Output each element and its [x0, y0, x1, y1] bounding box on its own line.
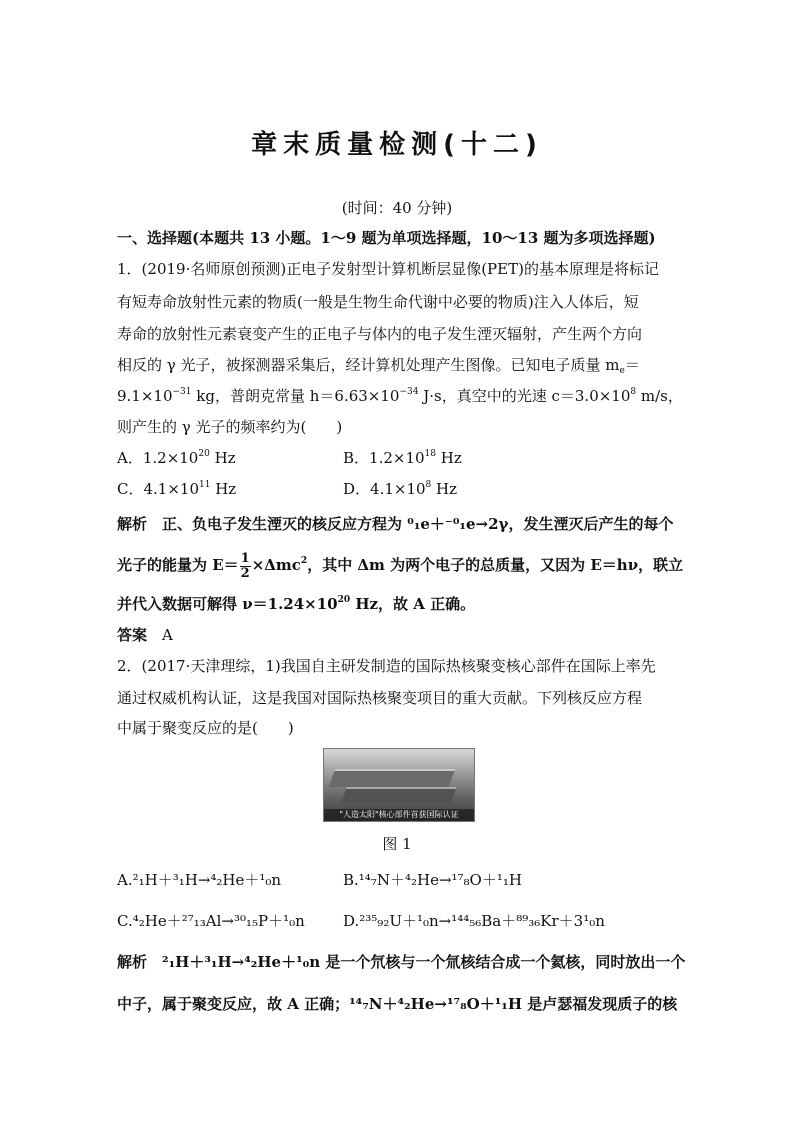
- q2-analysis-label: 解析: [117, 953, 148, 971]
- q1-option-b-unit: Hz: [436, 449, 462, 467]
- q1-planck-exp: −34: [399, 387, 419, 397]
- q2-analysis-line-2: [117, 994, 682, 1014]
- q1-line-3: 寿命的放射性元素衰变产生的正电子与体内的电子发生湮灭辐射，产生两个方向: [117, 325, 643, 343]
- q2-line-1: 2．(2017·天津理综，1)我国自主研发制造的国际热核聚变核心部件在国际上率先: [117, 657, 656, 675]
- q1-option-c-unit: Hz: [210, 480, 237, 498]
- fraction-numerator: 1: [240, 550, 250, 566]
- q1-result-conclusion: Hz，故 A 正确。: [350, 595, 476, 613]
- page-title: 章末质量检测(十二): [251, 130, 543, 160]
- q1-answer-label: 答案: [117, 626, 148, 644]
- q2-analysis-text-1: 是一个氘核与一个氚核结合成一个氦核，同时放出一个: [320, 953, 686, 971]
- q1-analysis-line-3: [117, 594, 682, 614]
- q1-option-a-exp: 20: [198, 449, 210, 459]
- q1-option-c-exp: 11: [199, 480, 211, 490]
- fraction-denominator: 2: [240, 565, 250, 581]
- q2-line-2: 通过权威机构认证，这是我国对国际热核聚变项目的重大贡献。下列核反应方程: [117, 689, 643, 707]
- q2-analysis-text-2: 中子，属于聚变反应，故 A 正确；: [117, 995, 350, 1013]
- time-note: (时间：40 分钟): [341, 199, 453, 217]
- q1-annihilation-equation: ⁰₁e＋⁻⁰₁e→2γ，发生湮灭后产生的每个: [407, 515, 674, 533]
- q1-option-d-exp: 8: [425, 480, 432, 490]
- q1-option-d-unit: Hz: [431, 480, 458, 498]
- photo-slab-lower: [341, 787, 456, 803]
- q2-analysis-line-1: [117, 952, 686, 972]
- q1-mass-value: 9.1×10: [117, 387, 173, 405]
- q1-line-4-text: 相反的 γ 光子，被探测器采集后，经计算机处理产生图像。已知电子质量 m: [117, 356, 620, 374]
- q1-line-2: 有短寿命放射性元素的物质(一般是生物生命代谢中必要的物质)注入人体后，短: [117, 293, 639, 311]
- q2-rutherford-equation: ¹⁴₇N＋⁴₂He→¹⁷₈O＋¹₁H: [349, 995, 523, 1013]
- figure-label: 图 1: [382, 835, 412, 853]
- photo-caption: "人造太阳"核心部件首获国际认证: [324, 809, 474, 821]
- q1-line-1: 1．(2019·名师原创预测)正电子发射型计算机断层显像(PET)的基本原理是将标记: [117, 260, 659, 278]
- q1-answer: [117, 625, 682, 645]
- q1-line-5: [117, 386, 682, 406]
- q1-electron-sub: e: [619, 366, 625, 376]
- q1-line-4-eq: ＝: [624, 356, 640, 374]
- q1-option-a-mantissa: A．1.2×10: [117, 449, 199, 467]
- q1-analysis-label: 解析: [117, 515, 148, 533]
- q1-analysis-text-1: 正、负电子发生湮灭的核反应方程为: [147, 515, 408, 533]
- q2-option-d: D.²³⁵₉₂U＋¹₀n→¹⁴⁴₅₆Ba＋⁸⁹₃₆Kr＋3¹₀n: [343, 912, 605, 930]
- photo-slab-upper: [329, 769, 456, 787]
- q1-analysis-line-1: [117, 514, 682, 534]
- q1-option-b-exp: 18: [424, 449, 436, 459]
- q2-line-3: 中属于聚变反应的是( ): [117, 719, 294, 737]
- q1-line-6: 则产生的 γ 光子的频率约为( ): [117, 418, 343, 436]
- q2-option-a: A.²₁H＋³₁H→⁴₂He＋¹₀n: [117, 871, 282, 889]
- q1-mass-exp: −31: [172, 387, 192, 397]
- q1-option-c-mantissa: C．4.1×10: [117, 480, 199, 498]
- q1-planck-text: kg，普朗克常量 h＝6.63×10: [191, 387, 400, 405]
- q1-energy-formula: ×Δmc: [251, 556, 301, 574]
- q1-analysis-line-2: [117, 550, 682, 581]
- q1-line-4: [117, 355, 682, 375]
- q1-option-a-unit: Hz: [209, 449, 236, 467]
- q1-option-c: [117, 479, 236, 499]
- q1-c-squared: 2: [300, 556, 308, 566]
- q1-light-unit: m/s，: [636, 387, 683, 405]
- q1-result-text: 并代入数据可解得 ν＝1.24×10: [117, 595, 338, 613]
- q1-energy-text: 光子的能量为 E＝: [117, 556, 239, 574]
- q1-light-text: J·s，真空中的光速 c＝3.0×10: [418, 387, 631, 405]
- q1-option-d-mantissa: D．4.1×10: [343, 480, 426, 498]
- q1-light-exp: 8: [630, 387, 637, 397]
- q2-fusion-equation: ²₁H＋³₁H→⁴₂He＋¹₀n: [147, 953, 321, 971]
- q2-option-b: B.¹⁴₇N＋⁴₂He→¹⁷₈O＋¹₁H: [343, 871, 522, 889]
- q2-analysis-text-3: 是卢瑟福发现质子的核: [522, 995, 678, 1013]
- q1-half-fraction: [240, 552, 251, 581]
- q1-option-b: [343, 448, 462, 468]
- q1-option-b-mantissa: B．1.2×10: [343, 449, 425, 467]
- q1-option-d: [343, 479, 457, 499]
- q2-option-c: C.⁴₂He＋²⁷₁₃Al→³⁰₁₅P＋¹₀n: [117, 912, 305, 930]
- q1-result-exp: 20: [337, 595, 351, 605]
- q1-option-a: [117, 448, 236, 468]
- q1-answer-value: A: [147, 626, 173, 644]
- q1-analysis-text-2: ，其中 Δm 为两个电子的总质量，又因为 E＝hν，联立: [307, 556, 684, 574]
- section-heading: 一、选择题(本题共 13 小题。1～9 题为单项选择题，10～13 题为多项选择题): [117, 229, 656, 247]
- fusion-component-photo: [323, 748, 475, 822]
